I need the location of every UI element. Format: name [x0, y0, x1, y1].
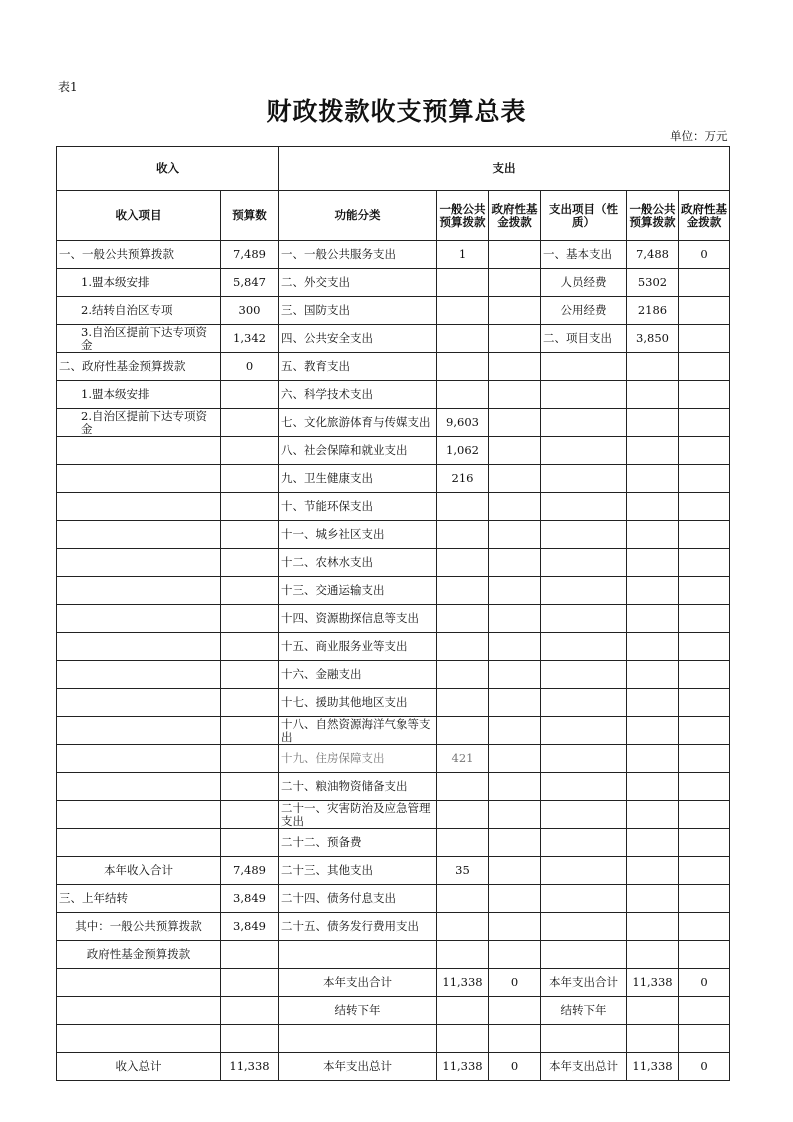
cell-fn-g — [437, 381, 489, 409]
cell-fn-g — [437, 997, 489, 1025]
cell-nat-f — [679, 269, 730, 297]
cell-fn-g — [437, 941, 489, 969]
cell-nat-g: 2186 — [627, 297, 679, 325]
cell-nat — [541, 857, 627, 885]
cell-nat-f — [679, 381, 730, 409]
cell-fn-f — [489, 633, 541, 661]
cell-fn-f — [489, 801, 541, 829]
cell-fn-g: 9,603 — [437, 409, 489, 437]
cell-inc — [57, 577, 221, 605]
cell-inc: 收入总计 — [57, 1053, 221, 1081]
table-row — [57, 885, 730, 913]
cell-nat-f — [679, 577, 730, 605]
cell-nat-f — [679, 465, 730, 493]
cell-nat: 一、基本支出 — [541, 241, 627, 269]
cell-inc-v — [221, 745, 279, 773]
cell-fn: 十五、商业服务业等支出 — [279, 633, 437, 661]
cell-inc — [57, 633, 221, 661]
cell-nat-g: 11,338 — [627, 969, 679, 997]
cell-nat — [541, 689, 627, 717]
cell-fn-g — [437, 773, 489, 801]
cell-inc — [57, 661, 221, 689]
cell-nat — [541, 605, 627, 633]
cell-fn: 二十三、其他支出 — [279, 857, 437, 885]
table-row — [57, 913, 730, 941]
cell-nat — [541, 493, 627, 521]
table-row — [57, 325, 730, 353]
cell-fn-f — [489, 605, 541, 633]
cell-nat — [541, 409, 627, 437]
cell-fn-f — [489, 717, 541, 745]
cell-nat-g — [627, 913, 679, 941]
cell-fn: 十二、农林水支出 — [279, 549, 437, 577]
cell-fn-g — [437, 549, 489, 577]
cell-fn-f — [489, 465, 541, 493]
cell-inc-v — [221, 381, 279, 409]
cell-fn: 十四、资源勘探信息等支出 — [279, 605, 437, 633]
table-row — [57, 381, 730, 409]
cell-fn-g — [437, 577, 489, 605]
cell-fn: 二十五、债务发行费用支出 — [279, 913, 437, 941]
cell-inc: 二、政府性基金预算拨款 — [57, 353, 221, 381]
cell-fn-f — [489, 269, 541, 297]
cell-nat — [541, 885, 627, 913]
cell-inc: 1.盟本级安排 — [57, 269, 221, 297]
table-row — [57, 633, 730, 661]
cell-fn-f — [489, 661, 541, 689]
table-row — [57, 997, 730, 1025]
cell-nat — [541, 941, 627, 969]
cell-fn — [279, 941, 437, 969]
cell-fn-g — [437, 829, 489, 857]
table-row — [57, 829, 730, 857]
cell-fn-g: 11,338 — [437, 1053, 489, 1081]
cell-fn-g — [437, 913, 489, 941]
cell-inc-v: 7,489 — [221, 241, 279, 269]
cell-inc — [57, 437, 221, 465]
cell-fn-f — [489, 941, 541, 969]
cell-inc-v — [221, 521, 279, 549]
cell-nat — [541, 801, 627, 829]
table-row — [57, 661, 730, 689]
cell-inc: 三、上年结转 — [57, 885, 221, 913]
cell-fn-g: 11,338 — [437, 969, 489, 997]
cell-fn-f — [489, 913, 541, 941]
cell-nat-f — [679, 409, 730, 437]
cell-fn-g — [437, 325, 489, 353]
table-row — [57, 801, 730, 829]
cell-nat — [541, 745, 627, 773]
cell-fn: 六、科学技术支出 — [279, 381, 437, 409]
cell-fn-f — [489, 325, 541, 353]
cell-nat-g — [627, 1025, 679, 1053]
cell-nat: 结转下年 — [541, 997, 627, 1025]
cell-nat-f — [679, 717, 730, 745]
cell-fn: 一、一般公共服务支出 — [279, 241, 437, 269]
table-row — [57, 353, 730, 381]
cell-inc: 一、一般公共预算拨款 — [57, 241, 221, 269]
cell-nat-g — [627, 465, 679, 493]
cell-fn-g — [437, 689, 489, 717]
cell-inc-v — [221, 605, 279, 633]
cell-nat-f — [679, 773, 730, 801]
cell-inc-v — [221, 409, 279, 437]
table-row — [57, 241, 730, 269]
cell-nat — [541, 577, 627, 605]
cell-nat — [541, 437, 627, 465]
cell-nat-f — [679, 829, 730, 857]
cell-nat — [541, 465, 627, 493]
cell-nat-f — [679, 493, 730, 521]
table-row — [57, 465, 730, 493]
cell-fn-g — [437, 521, 489, 549]
cell-fn-g — [437, 297, 489, 325]
cell-nat-f — [679, 605, 730, 633]
cell-inc — [57, 465, 221, 493]
expense-group-header: 支出 — [279, 147, 730, 191]
table-number: 表1 — [58, 80, 78, 94]
cell-inc-v — [221, 717, 279, 745]
cell-inc — [57, 745, 221, 773]
cell-inc: 1.盟本级安排 — [57, 381, 221, 409]
cell-nat-g — [627, 493, 679, 521]
cell-nat-g — [627, 997, 679, 1025]
table-row — [57, 577, 730, 605]
cell-fn-g — [437, 885, 489, 913]
cell-fn: 九、卫生健康支出 — [279, 465, 437, 493]
cell-fn-f — [489, 353, 541, 381]
cell-nat — [541, 661, 627, 689]
nature-item-header: 支出项目（性质） — [541, 191, 627, 241]
cell-inc-v — [221, 801, 279, 829]
cell-inc-v: 1,342 — [221, 325, 279, 353]
cell-fn: 五、教育支出 — [279, 353, 437, 381]
cell-fn-f — [489, 297, 541, 325]
cell-inc-v: 5,847 — [221, 269, 279, 297]
cell-inc: 2.结转自治区专项 — [57, 297, 221, 325]
cell-fn-g — [437, 661, 489, 689]
cell-inc — [57, 829, 221, 857]
cell-inc-v — [221, 661, 279, 689]
cell-nat-f — [679, 521, 730, 549]
cell-nat-g — [627, 773, 679, 801]
cell-nat-f — [679, 801, 730, 829]
cell-fn: 四、公共安全支出 — [279, 325, 437, 353]
cell-nat: 本年支出总计 — [541, 1053, 627, 1081]
cell-nat-f — [679, 549, 730, 577]
cell-inc — [57, 969, 221, 997]
cell-nat-f — [679, 633, 730, 661]
cell-nat-g — [627, 577, 679, 605]
cell-fn-f — [489, 549, 541, 577]
table-row — [57, 521, 730, 549]
cell-inc-v — [221, 969, 279, 997]
cell-inc-v — [221, 493, 279, 521]
cell-fn-g — [437, 1025, 489, 1053]
cell-nat — [541, 717, 627, 745]
cell-fn: 二十一、灾害防治及应急管理支出 — [279, 801, 437, 829]
cell-inc: 政府性基金预算拨款 — [57, 941, 221, 969]
cell-nat-g: 11,338 — [627, 1053, 679, 1081]
table-row — [57, 969, 730, 997]
cell-inc — [57, 521, 221, 549]
cell-nat-g — [627, 633, 679, 661]
table-row — [57, 297, 730, 325]
cell-fn: 十、节能环保支出 — [279, 493, 437, 521]
cell-nat-g — [627, 941, 679, 969]
cell-fn-f — [489, 409, 541, 437]
cell-nat-f — [679, 661, 730, 689]
cell-fn: 二、外交支出 — [279, 269, 437, 297]
cell-fn-g: 216 — [437, 465, 489, 493]
cell-fn: 十九、住房保障支出 — [279, 745, 437, 773]
cell-fn-g — [437, 605, 489, 633]
cell-fn: 七、文化旅游体育与传媒支出 — [279, 409, 437, 437]
budget-amount-header: 预算数 — [221, 191, 279, 241]
cell-fn-g: 1,062 — [437, 437, 489, 465]
cell-fn-g — [437, 269, 489, 297]
cell-inc-v — [221, 633, 279, 661]
cell-nat-f — [679, 885, 730, 913]
cell-inc — [57, 689, 221, 717]
cell-nat-g — [627, 605, 679, 633]
cell-nat: 人员经费 — [541, 269, 627, 297]
cell-fn: 十三、交通运输支出 — [279, 577, 437, 605]
cell-fn-f — [489, 745, 541, 773]
cell-fn-f — [489, 381, 541, 409]
cell-inc-v — [221, 577, 279, 605]
cell-fn-g — [437, 633, 489, 661]
cell-inc-v: 11,338 — [221, 1053, 279, 1081]
cell-nat-g — [627, 661, 679, 689]
cell-nat — [541, 1025, 627, 1053]
cell-nat-f — [679, 857, 730, 885]
table-row — [57, 549, 730, 577]
cell-nat-f — [679, 353, 730, 381]
cell-inc-v — [221, 549, 279, 577]
cell-fn: 十六、金融支出 — [279, 661, 437, 689]
cell-fn-f — [489, 997, 541, 1025]
cell-nat-g — [627, 353, 679, 381]
cell-nat-g — [627, 437, 679, 465]
cell-fn-f — [489, 885, 541, 913]
cell-fn: 二十、粮油物资储备支出 — [279, 773, 437, 801]
cell-nat-g — [627, 829, 679, 857]
cell-nat — [541, 353, 627, 381]
gov-fund-header-2: 政府性基金拨款 — [679, 191, 730, 241]
cell-nat-g — [627, 857, 679, 885]
table-row — [57, 689, 730, 717]
cell-nat — [541, 633, 627, 661]
cell-fn: 三、国防支出 — [279, 297, 437, 325]
cell-inc: 2.自治区提前下达专项资金 — [57, 409, 221, 437]
cell-fn: 十八、自然资源海洋气象等支出 — [279, 717, 437, 745]
cell-nat-f — [679, 745, 730, 773]
cell-fn-g: 1 — [437, 241, 489, 269]
cell-fn-f — [489, 241, 541, 269]
cell-inc-v — [221, 1025, 279, 1053]
cell-nat-g — [627, 801, 679, 829]
cell-inc — [57, 801, 221, 829]
cell-nat-g — [627, 381, 679, 409]
cell-inc-v — [221, 465, 279, 493]
cell-fn: 结转下年 — [279, 997, 437, 1025]
cell-fn-g — [437, 493, 489, 521]
cell-fn-f: 0 — [489, 1053, 541, 1081]
cell-nat-f: 0 — [679, 1053, 730, 1081]
cell-fn: 八、社会保障和就业支出 — [279, 437, 437, 465]
cell-inc: 3.自治区提前下达专项资金 — [57, 325, 221, 353]
cell-nat-f — [679, 1025, 730, 1053]
table-row — [57, 773, 730, 801]
cell-inc — [57, 717, 221, 745]
cell-fn: 十一、城乡社区支出 — [279, 521, 437, 549]
cell-nat-g — [627, 409, 679, 437]
cell-nat-g: 5302 — [627, 269, 679, 297]
cell-fn-f — [489, 829, 541, 857]
budget-table — [56, 146, 730, 1081]
cell-inc — [57, 997, 221, 1025]
cell-fn-g — [437, 717, 489, 745]
cell-nat-f — [679, 325, 730, 353]
cell-fn-f: 0 — [489, 969, 541, 997]
cell-fn: 十七、援助其他地区支出 — [279, 689, 437, 717]
cell-inc-v: 0 — [221, 353, 279, 381]
cell-nat-g: 3,850 — [627, 325, 679, 353]
cell-nat-g — [627, 885, 679, 913]
cell-nat-g — [627, 549, 679, 577]
table-row — [57, 857, 730, 885]
gov-fund-header: 政府性基金拨款 — [489, 191, 541, 241]
cell-nat: 本年支出合计 — [541, 969, 627, 997]
cell-inc-v — [221, 773, 279, 801]
cell-fn-f — [489, 577, 541, 605]
cell-inc — [57, 605, 221, 633]
income-group-header: 收入 — [57, 147, 279, 191]
cell-nat-f: 0 — [679, 969, 730, 997]
cell-fn-f — [489, 689, 541, 717]
cell-inc-v — [221, 689, 279, 717]
cell-nat — [541, 913, 627, 941]
cell-fn-g — [437, 801, 489, 829]
income-item-header: 收入项目 — [57, 191, 221, 241]
cell-nat-g — [627, 717, 679, 745]
cell-inc — [57, 493, 221, 521]
cell-nat — [541, 521, 627, 549]
cell-fn: 二十二、预备费 — [279, 829, 437, 857]
cell-fn-f — [489, 521, 541, 549]
general-budget-header: 一般公共预算拨款 — [437, 191, 489, 241]
cell-nat-f — [679, 941, 730, 969]
cell-nat-f — [679, 997, 730, 1025]
cell-fn-f — [489, 493, 541, 521]
table-row — [57, 1025, 730, 1053]
cell-nat-f — [679, 297, 730, 325]
cell-inc-v — [221, 997, 279, 1025]
function-class-header: 功能分类 — [279, 191, 437, 241]
cell-nat-f — [679, 437, 730, 465]
cell-inc — [57, 1025, 221, 1053]
cell-inc-v — [221, 437, 279, 465]
table-row — [57, 409, 730, 437]
cell-fn: 本年支出总计 — [279, 1053, 437, 1081]
cell-inc — [57, 549, 221, 577]
cell-inc: 其中：一般公共预算拨款 — [57, 913, 221, 941]
cell-fn-f — [489, 1025, 541, 1053]
cell-inc-v — [221, 829, 279, 857]
cell-nat — [541, 381, 627, 409]
cell-nat — [541, 549, 627, 577]
cell-fn — [279, 1025, 437, 1053]
cell-nat — [541, 829, 627, 857]
cell-fn-g: 421 — [437, 745, 489, 773]
unit-label: 单位：万元 — [670, 129, 728, 143]
cell-fn-g — [437, 353, 489, 381]
table-row — [57, 745, 730, 773]
cell-inc-v: 3,849 — [221, 885, 279, 913]
table-row — [57, 493, 730, 521]
cell-inc-v — [221, 941, 279, 969]
cell-nat-f: 0 — [679, 241, 730, 269]
table-row — [57, 269, 730, 297]
cell-nat: 公用经费 — [541, 297, 627, 325]
cell-fn-f — [489, 773, 541, 801]
cell-fn: 二十四、债务付息支出 — [279, 885, 437, 913]
general-budget-header-2: 一般公共预算拨款 — [627, 191, 679, 241]
cell-inc: 本年收入合计 — [57, 857, 221, 885]
table-row — [57, 717, 730, 745]
cell-nat-g — [627, 521, 679, 549]
table-row — [57, 1053, 730, 1081]
cell-inc-v: 3,849 — [221, 913, 279, 941]
cell-nat-g — [627, 745, 679, 773]
cell-nat-g: 7,488 — [627, 241, 679, 269]
cell-nat: 二、项目支出 — [541, 325, 627, 353]
cell-nat-f — [679, 689, 730, 717]
cell-nat — [541, 773, 627, 801]
cell-fn-g: 35 — [437, 857, 489, 885]
cell-inc-v: 300 — [221, 297, 279, 325]
cell-fn: 本年支出合计 — [279, 969, 437, 997]
table-row — [57, 605, 730, 633]
table-row — [57, 437, 730, 465]
page-title: 财政拨款收支预算总表 — [266, 97, 527, 126]
cell-fn-f — [489, 857, 541, 885]
cell-inc — [57, 773, 221, 801]
cell-nat-g — [627, 689, 679, 717]
cell-inc-v: 7,489 — [221, 857, 279, 885]
cell-nat-f — [679, 913, 730, 941]
table-row — [57, 941, 730, 969]
cell-fn-f — [489, 437, 541, 465]
